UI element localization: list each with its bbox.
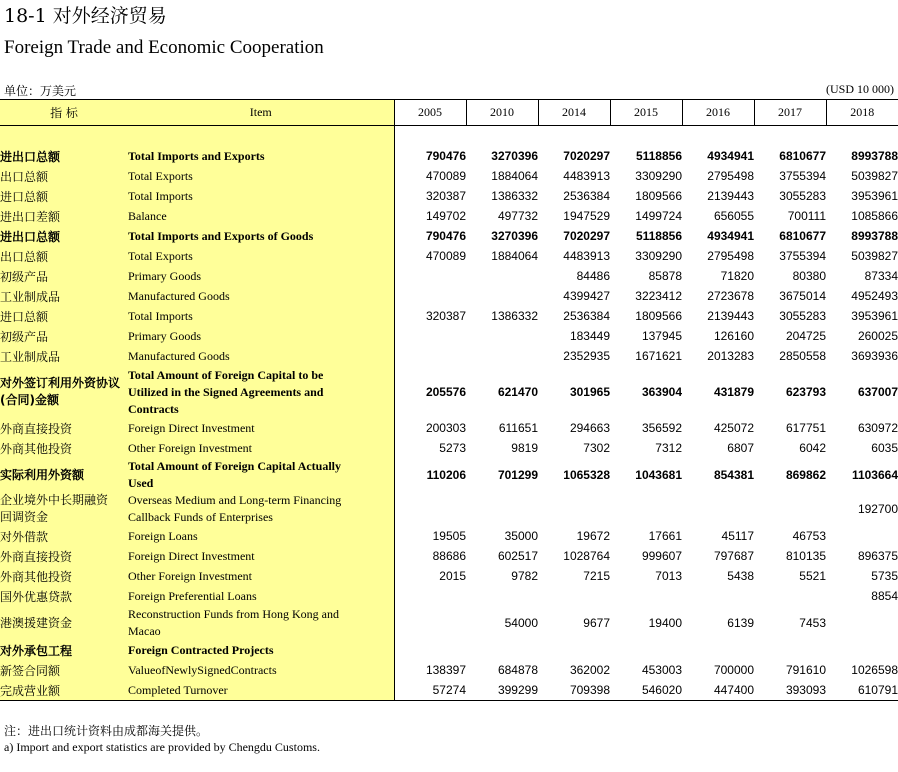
table-row (0, 186, 898, 206)
cell-value: 611651 (498, 421, 538, 435)
cell-value: 2139443 (707, 309, 754, 323)
cell-value: 3055283 (779, 309, 826, 323)
table-row (0, 680, 898, 701)
table-row (0, 458, 898, 492)
cell-value: 19672 (576, 529, 610, 543)
cell-value: 602517 (497, 549, 538, 563)
cell-value: 4399427 (563, 289, 610, 303)
cell-value: 19505 (432, 529, 466, 543)
cell-value: 3693936 (851, 349, 898, 363)
cell-value (754, 492, 826, 526)
cell-value: 7453 (799, 616, 826, 630)
table-row (0, 226, 898, 246)
cell-value: 9677 (583, 616, 610, 630)
row-label-en: Total Amount of Foreign Capital to be Utilized in the Signed Agreements and Contracts (128, 366, 394, 418)
row-label-zh: 外商直接投资 (0, 418, 128, 438)
cell-value: 2723678 (707, 289, 754, 303)
cell-value (394, 326, 466, 346)
cell-value: 1947529 (563, 209, 610, 223)
cell-value: 5039827 (851, 169, 898, 183)
cell-value: 138397 (425, 663, 466, 677)
cell-value: 621470 (497, 385, 538, 399)
cell-value: 45117 (721, 529, 754, 543)
row-label-en: Foreign Contracted Projects (128, 640, 394, 660)
statistics-table (0, 99, 898, 701)
cell-value (610, 586, 682, 606)
cell-value: 19400 (648, 616, 682, 630)
row-label-zh: 进出口总额 (0, 146, 128, 166)
cell-value (754, 640, 826, 660)
cell-value: 57274 (394, 680, 466, 701)
row-label-zh: 进口总额 (0, 306, 128, 326)
table-row (0, 306, 898, 326)
page-title-zh: 18-1 对外经济贸易 (4, 5, 167, 27)
cell-value: 1386332 (491, 309, 538, 323)
cell-value: 137945 (641, 329, 682, 343)
row-label-zh: 新签合同额 (0, 660, 128, 680)
row-label-en: Total Imports (128, 186, 394, 206)
row-label-en: Total Exports (128, 166, 394, 186)
cell-value (538, 492, 610, 526)
cell-value: 294663 (569, 421, 610, 435)
cell-value: 2795498 (707, 249, 754, 263)
cell-value: 684878 (497, 663, 538, 677)
header-year: 2010 (466, 100, 538, 126)
header-year: 2014 (538, 100, 610, 126)
unit-label-zh: 单位：万美元 (4, 84, 77, 98)
cell-value: 1809566 (635, 309, 682, 323)
header-year: 2018 (826, 100, 898, 126)
cell-value: 1043681 (635, 468, 682, 482)
table-row (0, 166, 898, 186)
cell-value: 797687 (713, 549, 754, 563)
row-label-en: Foreign Direct Investment (128, 546, 394, 566)
table-body (0, 126, 898, 701)
table-header-row (0, 100, 898, 126)
cell-value: 363904 (641, 385, 682, 399)
cell-value: 2536384 (563, 309, 610, 323)
cell-value: 393093 (754, 680, 826, 701)
cell-value: 9819 (511, 441, 538, 455)
cell-value: 869862 (785, 468, 826, 482)
spacer-row (0, 126, 898, 147)
cell-value: 9782 (511, 569, 538, 583)
cell-value (826, 640, 898, 660)
row-label-en: Foreign Loans (128, 526, 394, 546)
cell-value: 7020297 (563, 149, 610, 163)
cell-value: 80380 (792, 269, 826, 283)
cell-value: 88686 (432, 549, 466, 563)
row-label-zh: 初级产品 (0, 326, 128, 346)
cell-value: 356592 (641, 421, 682, 435)
cell-value: 810135 (785, 549, 826, 563)
table-row (0, 546, 898, 566)
table-row (0, 606, 898, 640)
cell-value: 192700 (857, 502, 898, 516)
cell-value: 3270396 (491, 229, 538, 243)
table-row (0, 660, 898, 680)
cell-value (466, 640, 538, 660)
cell-value: 320387 (425, 309, 466, 323)
cell-value: 320387 (425, 189, 466, 203)
cell-value: 1085866 (851, 209, 898, 223)
cell-value: 183449 (569, 329, 610, 343)
cell-value: 709398 (538, 680, 610, 701)
row-label-en: Foreign Preferential Loans (128, 586, 394, 606)
cell-value (538, 586, 610, 606)
footnote-en: a) Import and export statistics are provided by Chengdu Customs. (4, 740, 320, 754)
cell-value: 2015 (439, 569, 466, 583)
row-label-zh: 国外优惠贷款 (0, 586, 128, 606)
cell-value: 701299 (497, 468, 538, 482)
row-label-zh: 实际利用外资额 (0, 458, 128, 492)
row-label-en: Primary Goods (128, 266, 394, 286)
cell-value: 453003 (641, 663, 682, 677)
cell-value: 8993788 (851, 229, 898, 243)
cell-value: 17661 (648, 529, 682, 543)
table-row (0, 246, 898, 266)
row-label-en: ValueofNewlySignedContracts (128, 660, 394, 680)
cell-value (466, 326, 538, 346)
cell-value: 204725 (785, 329, 826, 343)
header-year: 2017 (754, 100, 826, 126)
table-row (0, 326, 898, 346)
cell-value: 497732 (497, 209, 538, 223)
table-row (0, 266, 898, 286)
cell-value (610, 492, 682, 526)
cell-value: 4483913 (563, 169, 610, 183)
row-label-zh: 进出口差额 (0, 206, 128, 226)
cell-value (394, 640, 466, 660)
cell-value: 7215 (583, 569, 610, 583)
cell-value: 790476 (425, 229, 466, 243)
cell-value: 87334 (864, 269, 898, 283)
cell-value: 2850558 (779, 349, 826, 363)
cell-value: 8993788 (851, 149, 898, 163)
row-label-zh: 出口总额 (0, 166, 128, 186)
cell-value: 431879 (713, 385, 754, 399)
cell-value: 546020 (610, 680, 682, 701)
unit-label-en: (USD 10 000) (826, 82, 894, 96)
cell-value: 1103664 (851, 468, 898, 482)
cell-value: 6042 (799, 441, 826, 455)
cell-value: 2536384 (563, 189, 610, 203)
row-label-en: Foreign Direct Investment (128, 418, 394, 438)
row-label-en: Completed Turnover (128, 680, 394, 701)
row-label-en: Manufactured Goods (128, 286, 394, 306)
cell-value: 447400 (682, 680, 754, 701)
row-label-en: Total Amount of Foreign Capital Actually Used (128, 458, 394, 492)
header-item-en: Item (128, 100, 394, 126)
row-label-zh: 完成营业额 (0, 680, 128, 701)
cell-value: 1499724 (635, 209, 682, 223)
row-label-en: Other Foreign Investment (128, 438, 394, 458)
cell-value: 4952493 (851, 289, 898, 303)
cell-value (394, 586, 466, 606)
cell-value: 656055 (713, 209, 754, 223)
cell-value: 7013 (655, 569, 682, 583)
cell-value: 5273 (439, 441, 466, 455)
cell-value: 399299 (466, 680, 538, 701)
table-row (0, 640, 898, 660)
cell-value: 205576 (425, 385, 466, 399)
cell-value: 2795498 (707, 169, 754, 183)
cell-value: 1884064 (491, 249, 538, 263)
row-label-en: Total Imports (128, 306, 394, 326)
cell-value: 700111 (787, 209, 826, 223)
row-label-en: Total Exports (128, 246, 394, 266)
header-year: 2016 (682, 100, 754, 126)
cell-value (538, 640, 610, 660)
cell-value: 5735 (871, 569, 898, 583)
cell-value (466, 586, 538, 606)
cell-value: 637007 (857, 385, 898, 399)
cell-value (610, 640, 682, 660)
cell-value (394, 286, 466, 306)
row-label-zh: 对外借款 (0, 526, 128, 546)
row-label-zh: 外商其他投资 (0, 566, 128, 586)
row-label-zh: 工业制成品 (0, 346, 128, 366)
cell-value: 126160 (713, 329, 754, 343)
cell-value: 470089 (425, 249, 466, 263)
cell-value: 8854 (871, 589, 898, 603)
cell-value: 610791 (826, 680, 898, 701)
table-row (0, 438, 898, 458)
cell-value: 85878 (648, 269, 682, 283)
cell-value: 7312 (655, 441, 682, 455)
cell-value: 46753 (792, 529, 826, 543)
cell-value: 617751 (785, 421, 826, 435)
cell-value: 470089 (425, 169, 466, 183)
table-row (0, 418, 898, 438)
cell-value (682, 640, 754, 660)
table-row (0, 206, 898, 226)
cell-value: 854381 (713, 468, 754, 482)
row-label-zh: 外商直接投资 (0, 546, 128, 566)
cell-value: 700000 (713, 663, 754, 677)
cell-value: 1028764 (563, 549, 610, 563)
cell-value: 790476 (425, 149, 466, 163)
cell-value: 3953961 (851, 189, 898, 203)
cell-value: 149702 (425, 209, 466, 223)
cell-value: 623793 (785, 385, 826, 399)
table-row (0, 492, 898, 526)
cell-value (466, 266, 538, 286)
cell-value: 301965 (569, 385, 610, 399)
cell-value: 3055283 (779, 189, 826, 203)
cell-value: 84486 (576, 269, 610, 283)
cell-value: 791610 (785, 663, 826, 677)
row-label-en: Other Foreign Investment (128, 566, 394, 586)
cell-value: 54000 (504, 616, 538, 630)
header-year: 2005 (394, 100, 466, 126)
cell-value: 1026598 (851, 663, 898, 677)
cell-value: 3755394 (779, 249, 826, 263)
cell-value (466, 286, 538, 306)
table-row (0, 286, 898, 306)
row-label-en: Primary Goods (128, 326, 394, 346)
cell-value (466, 492, 538, 526)
cell-value: 1671621 (635, 349, 682, 363)
cell-value: 110206 (426, 468, 466, 482)
cell-value: 200303 (425, 421, 466, 435)
table-row (0, 366, 898, 418)
cell-value: 4483913 (563, 249, 610, 263)
row-label-zh: 港澳援建资金 (0, 606, 128, 640)
cell-value: 7302 (583, 441, 610, 455)
header-year: 2015 (610, 100, 682, 126)
cell-value: 425072 (713, 421, 754, 435)
footnote-zh: 注：进出口统计资料由成都海关提供。 (4, 724, 209, 738)
cell-value: 6810677 (779, 229, 826, 243)
cell-value: 5118856 (635, 229, 682, 243)
cell-value (394, 492, 466, 526)
cell-value (394, 266, 466, 286)
row-label-zh: 外商其他投资 (0, 438, 128, 458)
cell-value (754, 586, 826, 606)
cell-value: 2013283 (707, 349, 754, 363)
cell-value: 5039827 (851, 249, 898, 263)
cell-value: 260025 (857, 329, 898, 343)
row-label-en: Manufactured Goods (128, 346, 394, 366)
cell-value (394, 346, 466, 366)
cell-value (466, 346, 538, 366)
table-row (0, 586, 898, 606)
row-label-zh: 初级产品 (0, 266, 128, 286)
cell-value: 1884064 (491, 169, 538, 183)
cell-value: 4934941 (707, 229, 754, 243)
row-label-zh: 对外签订利用外资协议(合同)金额 (0, 366, 128, 418)
cell-value: 3309290 (635, 249, 682, 263)
row-label-en: Total Imports and Exports (128, 146, 394, 166)
row-label-en: Balance (128, 206, 394, 226)
cell-value: 1065328 (563, 468, 610, 482)
cell-value: 6807 (727, 441, 754, 455)
table-row (0, 526, 898, 546)
cell-value: 3755394 (779, 169, 826, 183)
row-label-zh: 出口总额 (0, 246, 128, 266)
cell-value: 362002 (569, 663, 610, 677)
cell-value: 5521 (799, 569, 826, 583)
table-row (0, 146, 898, 166)
row-label-zh: 进出口总额 (0, 226, 128, 246)
row-label-zh: 企业境外中长期融资回调资金 (0, 492, 128, 526)
cell-value: 2139443 (707, 189, 754, 203)
cell-value: 3270396 (491, 149, 538, 163)
page-title-en: Foreign Trade and Economic Cooperation (4, 37, 324, 58)
cell-value (394, 606, 466, 640)
row-label-en: Overseas Medium and Long-term Financing Callback Funds of Enterprises (128, 492, 394, 526)
cell-value (826, 606, 898, 640)
cell-value: 71820 (720, 269, 754, 283)
row-label-zh: 对外承包工程 (0, 640, 128, 660)
cell-value: 7020297 (563, 229, 610, 243)
cell-value: 1809566 (635, 189, 682, 203)
table-row (0, 566, 898, 586)
cell-value: 6139 (727, 616, 754, 630)
cell-value: 630972 (857, 421, 898, 435)
cell-value: 1386332 (491, 189, 538, 203)
cell-value: 3309290 (635, 169, 682, 183)
cell-value: 999607 (641, 549, 682, 563)
row-label-zh: 工业制成品 (0, 286, 128, 306)
cell-value: 35000 (504, 529, 538, 543)
cell-value (682, 586, 754, 606)
cell-value: 5118856 (635, 149, 682, 163)
cell-value: 6035 (871, 441, 898, 455)
cell-value (826, 526, 898, 546)
row-label-en: Total Imports and Exports of Goods (128, 226, 394, 246)
cell-value: 896375 (857, 549, 898, 563)
cell-value: 3223412 (635, 289, 682, 303)
cell-value: 6810677 (779, 149, 826, 163)
cell-value (682, 492, 754, 526)
cell-value: 3675014 (779, 289, 826, 303)
cell-value: 5438 (727, 569, 754, 583)
row-label-zh: 进口总额 (0, 186, 128, 206)
row-label-en: Reconstruction Funds from Hong Kong and Macao (128, 606, 394, 640)
cell-value: 3953961 (851, 309, 898, 323)
cell-value: 4934941 (707, 149, 754, 163)
table-row (0, 346, 898, 366)
cell-value: 2352935 (563, 349, 610, 363)
header-item-zh: 指 标 (0, 100, 128, 126)
